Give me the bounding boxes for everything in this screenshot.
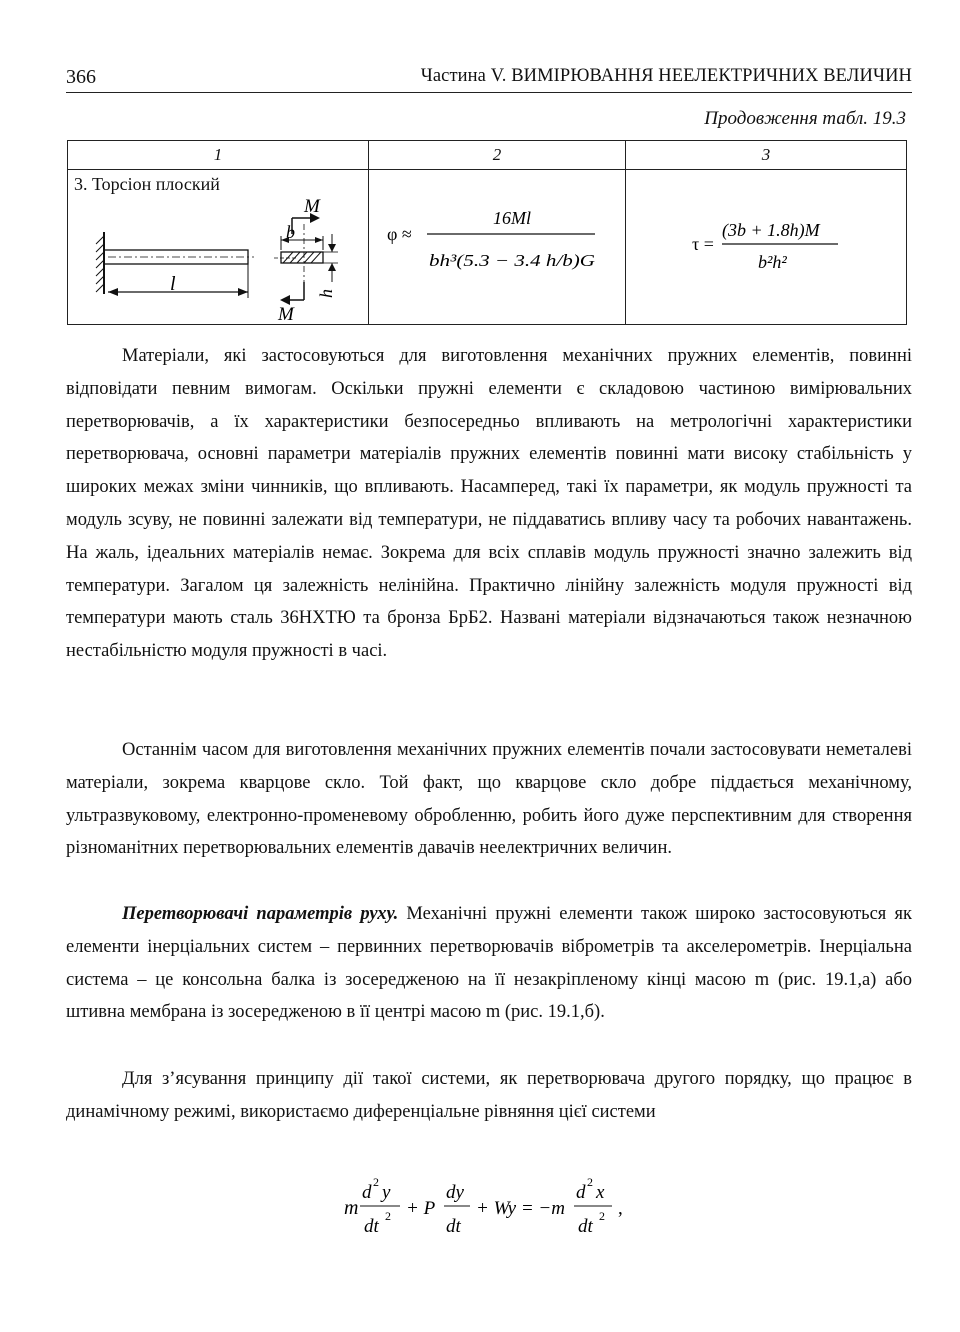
eq-sup-4: 2 (599, 1209, 605, 1223)
moment-label-bottom: M (278, 304, 294, 324)
running-head: Частина V. ВИМІРЮВАННЯ НЕЕЛЕКТРИЧНИХ ВЕЛИЧИН (420, 66, 912, 86)
paragraph-text-1: Матеріали, які застосовуються для виготовлення механічних пружних елементів, повинні відповідати певним вимогам. Оскільки пружні елементи є складовою частиною вимірювальних перетворювачів, а їх характеристики безпосередньо впливають на метрологічні характеристики перетворювача, основні параметри матеріалів пружних елементів повинні мати високу стабільність у широких межах зміни чинників, що впливають. Насамперед, такі їх параметри, як модуль пружності та модуль зсуву, не повинні залежати від температури, не піддаватись впливу часу та робочих навантажень. На жаль, ідеальних матеріалів немає. Зокрема для всіх сплавів модуль пружності значно залежить від температури. Загалом ця залежність нелінійна. Практично лінійну залежність модуля пружності від температури мають сталь 36НХТЮ та бронза БрБ2. Названі матеріали відзначаються також незначною нестабільністю модуля пружності в часі. (66, 346, 912, 662)
moment-label-top: M (304, 196, 320, 217)
column-header-3: 3 (626, 141, 907, 170)
table-cell-formula-angle (369, 170, 626, 325)
eq-dt2b: dt (578, 1216, 593, 1237)
column-header-2: 2 (369, 141, 626, 170)
torsion-bar-diagram (68, 170, 370, 324)
page-header (66, 64, 912, 93)
stress-formula-lhs: τ = (692, 234, 714, 254)
paragraph-text-3-rest: Механічні пружні елементи також широко застосовуються як елементи інерціальних систем – первинних перетворювачів віброметрів та акселерометрів. Інерціальна система – це консольна балка із зосередженою на її незакріпленому кінці масою m (рис. 19.1,а) або штивна мембрана із зосередженою в її центрі масою m (рис. 19.1,б). (66, 904, 913, 1023)
formula-table (67, 140, 907, 325)
eq-dt: dt (446, 1216, 461, 1237)
eq-sup-1: 2 (373, 1175, 379, 1189)
eq-dt2a: dt (364, 1216, 379, 1237)
table-row (68, 170, 907, 325)
page-number: 366 (66, 66, 96, 88)
differential-equation (340, 1172, 660, 1252)
eq-plus-p: + P (406, 1198, 436, 1219)
eq-rest: + Wy = −m (476, 1198, 565, 1219)
table-caption: Продовження табл. 19.3 (704, 108, 906, 129)
paragraph-text-2: Останнім часом для виготовлення механічних пружних елементів почали застосовувати неметалеві матеріали, зокрема кварцове скло. Той факт, що кварцове скло добре піддається механічному, ультразвуковому, електронно-променевому обробленню, робить його дуже перспективним для створення різноманітних перетворювальних елементів давачів неелектричних величин. (66, 740, 912, 859)
table-cell-figure (68, 170, 369, 325)
paragraph-quartz (66, 734, 912, 865)
angle-formula-numerator: 16Ml (493, 208, 531, 228)
paragraph-text-3 (66, 898, 912, 1029)
angle-formula (369, 170, 625, 324)
eq-sup-3: 2 (587, 1175, 593, 1189)
eq-d2x: d (576, 1182, 586, 1203)
eq-dy: dy (446, 1182, 464, 1203)
paragraph-text-4: Для з’ясування принципу дії такої системи, як перетворювача другого порядку, що працює в динамічному режимі, використаємо диференціальне рівняння цієї системи (66, 1069, 912, 1122)
angle-formula-lhs: φ ≈ (387, 224, 412, 244)
table-header-row (68, 141, 907, 170)
stress-formula-numerator: (3b + 1.8h)M (722, 220, 820, 240)
height-label: h (316, 289, 336, 298)
row-label: 3. Торсіон плоский (74, 174, 220, 194)
paragraph-motion-transducers (66, 898, 912, 1029)
eq-x: x (596, 1182, 605, 1203)
eq-y: y (382, 1182, 391, 1203)
paragraph-differential-equation (66, 1063, 912, 1129)
stress-formula (626, 170, 906, 324)
section-heading-inline: Перетворювачі параметрів руху. (122, 904, 399, 924)
angle-formula-denominator: bh³(5.3 − 3.4 h/b)G (429, 251, 595, 270)
eq-comma: , (618, 1198, 623, 1219)
eq-m1: m (344, 1197, 359, 1219)
paragraph-materials (66, 340, 912, 668)
length-label: l (170, 273, 176, 295)
width-label: b (286, 222, 295, 242)
eq-sup-2: 2 (385, 1209, 391, 1223)
stress-formula-denominator: b²h² (758, 252, 787, 272)
table-cell-formula-stress (626, 170, 907, 325)
column-header-1: 1 (68, 141, 369, 170)
eq-d2y: d (362, 1182, 372, 1203)
